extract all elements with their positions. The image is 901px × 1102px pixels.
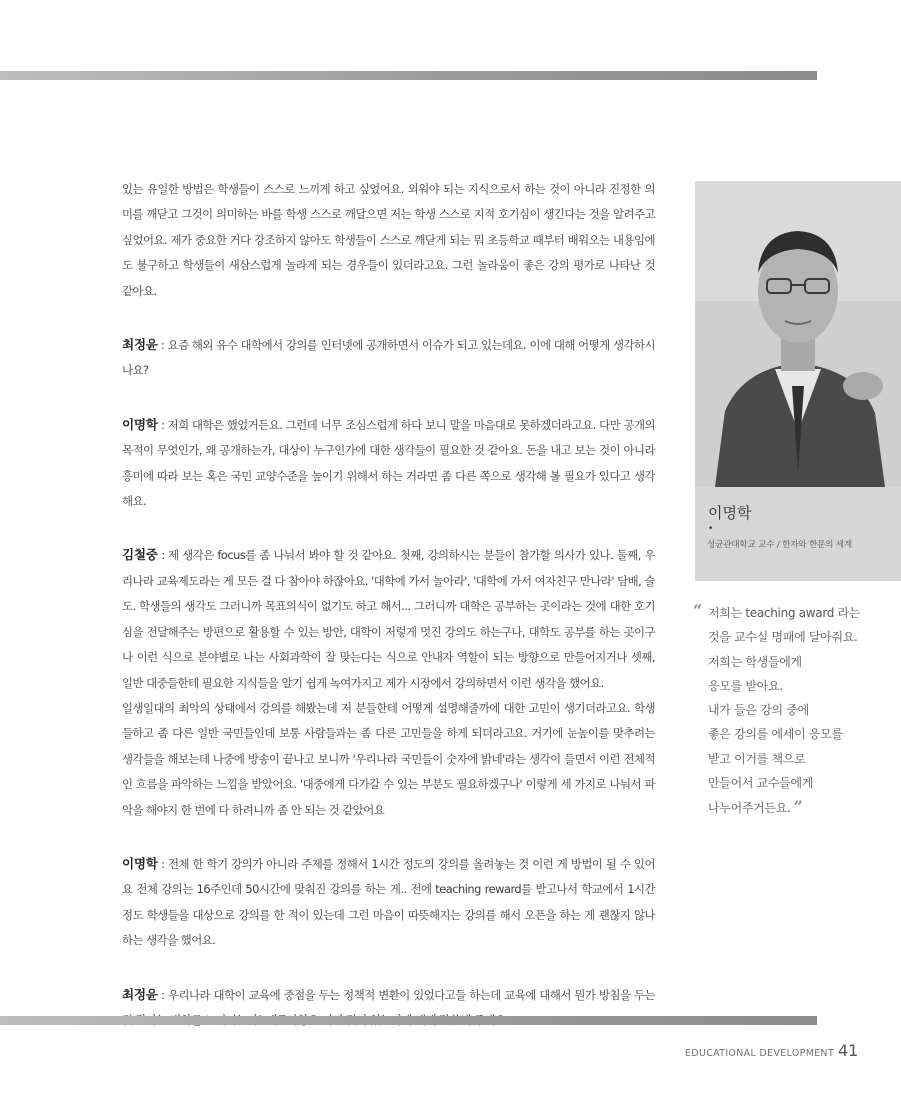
quote-line: 받고 이거를 책으로 xyxy=(708,751,806,766)
paragraph-text: : 저희 대학은 했었거든요. 그런데 너무 조심스럽게 하다 보니 말을 마음대로 못하겠더라고요. 다만 공개의 목적이 무엇인가, 왜 공개하는가, 대상이 누구인가에 대한 생각들이 필요한 것 같아요. 돈을 내고 보는 것이 아니라 흥미에 따라 보는 혹은 국민 교양수준을 높이기 위해서 하는 거라면 좀 다른 쪽으로 생각해 볼 필요가 있다고 생각해요. xyxy=(122,417,655,509)
top-rule xyxy=(0,71,817,80)
paragraph xyxy=(122,412,655,515)
quote-line: 좋은 강의를 에세이 응모를 xyxy=(708,727,843,742)
quote-line: 것을 교수실 명패에 달아줘요. xyxy=(708,630,858,645)
bottom-rule xyxy=(0,1016,817,1025)
paragraph-text: 있는 유일한 방법은 학생들이 스스로 느끼게 하고 싶었어요. 외워야 되는 지식으로서 하는 것이 아니라 진정한 의미를 깨닫고 그것이 의미하는 바를 학생 스스로 깨달으면 저는 학생 스스로 지적 호기심이 생긴다는 것을 알려주고 싶었어요. 제가 중요한 거다 강조하지 않아도 학생들이 스스로 깨닫게 되는 뭐 초등학교 때부터 배워오는 내용임에도 불구하고 학생들이 새삼스럽게 놀라게 되는 경우들이 있더라고요. 그런 놀라움이 좋은 강의 평가로 나타난 것 같아요. xyxy=(122,182,655,298)
speaker-name: 이명학 xyxy=(122,855,158,871)
paragraph-text: : 우리나라 대학이 교육에 중점을 두는 정책적 변환이 있었다고들 하는데 교육에 대해서 뭔가 방침을 두는 xyxy=(161,987,655,1002)
profile-name: 이명학 xyxy=(708,504,752,522)
paragraph-text: : 제 생각은 focus를 좀 나눠서 봐야 할 것 같아요. 첫째, 강의하시는 분들이 참가할 의사가 있나. 둘째, 우리나라 교육제도라는 게 모든 걸 다 참아야 하잖아요. '대학에 가서 놀아라', '대학에 가서 여자친구 만나라' 담배, 술도. 학생들의 생각도 그러니까 목표의식이 없기도 하고 해서... 그러니까 대학은 공부하는 곳이라는 것에 대한 호기심을 전달해주는 방편으로 활용할 수 있는 방안, 대학이 저렇게 멋진 강의도 하는구나, 대학도 공부를 하는 곳이구나 이런 식으로 분야별로 나는 사회과학이 잘 맞는다는 식으로 안내자 역할이 되는 방향으로 만들어지거나 셋째, 일반 대중들한테 필요한 지식들을 알기 쉽게 녹여가지고 제가 시장에서 강의하면서 이런 생각을 했어요. xyxy=(122,548,655,690)
quote-line: 저희는 teaching award 라는 xyxy=(708,606,861,620)
section-label: EDUCATIONAL DEVELOPMENT xyxy=(685,1048,835,1059)
quote-line: 내가 들은 강의 중에 xyxy=(708,703,809,718)
pull-quote xyxy=(693,601,899,821)
profile-title: 성균관대학교 교수 / 한자와 한문의 세계 xyxy=(707,540,852,550)
quote-line-last xyxy=(693,795,899,820)
paragraph-text: 일생일대의 최악의 상태에서 강의를 해봤는데 저 분들한테 어떻게 설명해줄까에 대한 고민이 생기더라고요. 학생들하고 좀 다른 일반 국민들인데 보통 사람들과는 좀 다른 고민들을 하게 되더라고요. 거기에 눈높이를 맞추려는 생각들을 해보는데 나중에 방송이 끝나고 보니까 '우리나라 국민들이 숫자에 밝네'라는 생각이 들면서 이런 전체적인 흐름을 파악하는 느낌을 받았어요. '대중에게 다가갈 수 있는 부분도 필요하겠구나' 이렇게 세 가지로 나눠서 파악을 해야지 한 번에 다 하려니까 좀 안 되는 것 같았어요 xyxy=(122,700,655,817)
profile-bullet: • xyxy=(708,524,714,534)
quote-line-text: 나누어주거든요. xyxy=(708,801,791,816)
paragraph xyxy=(122,696,655,823)
quote-line: 만들어서 교수들에게 xyxy=(708,776,814,791)
speaker-name: 최정윤 xyxy=(122,337,158,353)
quote-line: 저희는 학생들에게 xyxy=(708,654,802,669)
interview-body xyxy=(122,177,655,1061)
paragraph xyxy=(122,851,655,954)
paragraph xyxy=(122,982,655,1034)
paragraph-text: : 요즘 해외 유수 대학에서 강의를 인터넷에 공개하면서 이슈가 되고 있는데요. 이에 대해 어떻게 생각하시나요? xyxy=(122,338,655,378)
speaker-name: 이명학 xyxy=(122,416,158,432)
paragraph-text: : 전체 한 학기 강의가 아니라 주제를 정해서 1시간 정도의 강의를 올려놓는 것 이런 게 방법이 될 수 있어요 전체 강의는 16주인데 50시간에 맞춰진 강의를 하는 게.. 전에 teaching reward를 받고나서 학교에서 1시간 정도 학생들을 대상으로 강의를 한 적이 있는데 그런 마음이 따뜻해지는 강의를 해서 오픈을 하는 게 괜찮지 않나 하는 생각을 했어요. xyxy=(122,856,655,948)
quote-line: 응모를 받아요. xyxy=(708,678,783,693)
profile-caption xyxy=(695,487,901,581)
speaker-name: 김철중 xyxy=(122,547,158,563)
close-quote-icon: ” xyxy=(793,797,803,817)
paragraph xyxy=(122,177,655,304)
portrait-illustration xyxy=(695,181,901,487)
open-quote-icon: “ xyxy=(693,601,702,620)
page-number: 41 xyxy=(838,1041,859,1060)
paragraph xyxy=(122,542,655,695)
speaker-name: 최정윤 xyxy=(122,986,158,1002)
paragraph xyxy=(122,332,655,384)
portrait-photo xyxy=(695,181,901,487)
